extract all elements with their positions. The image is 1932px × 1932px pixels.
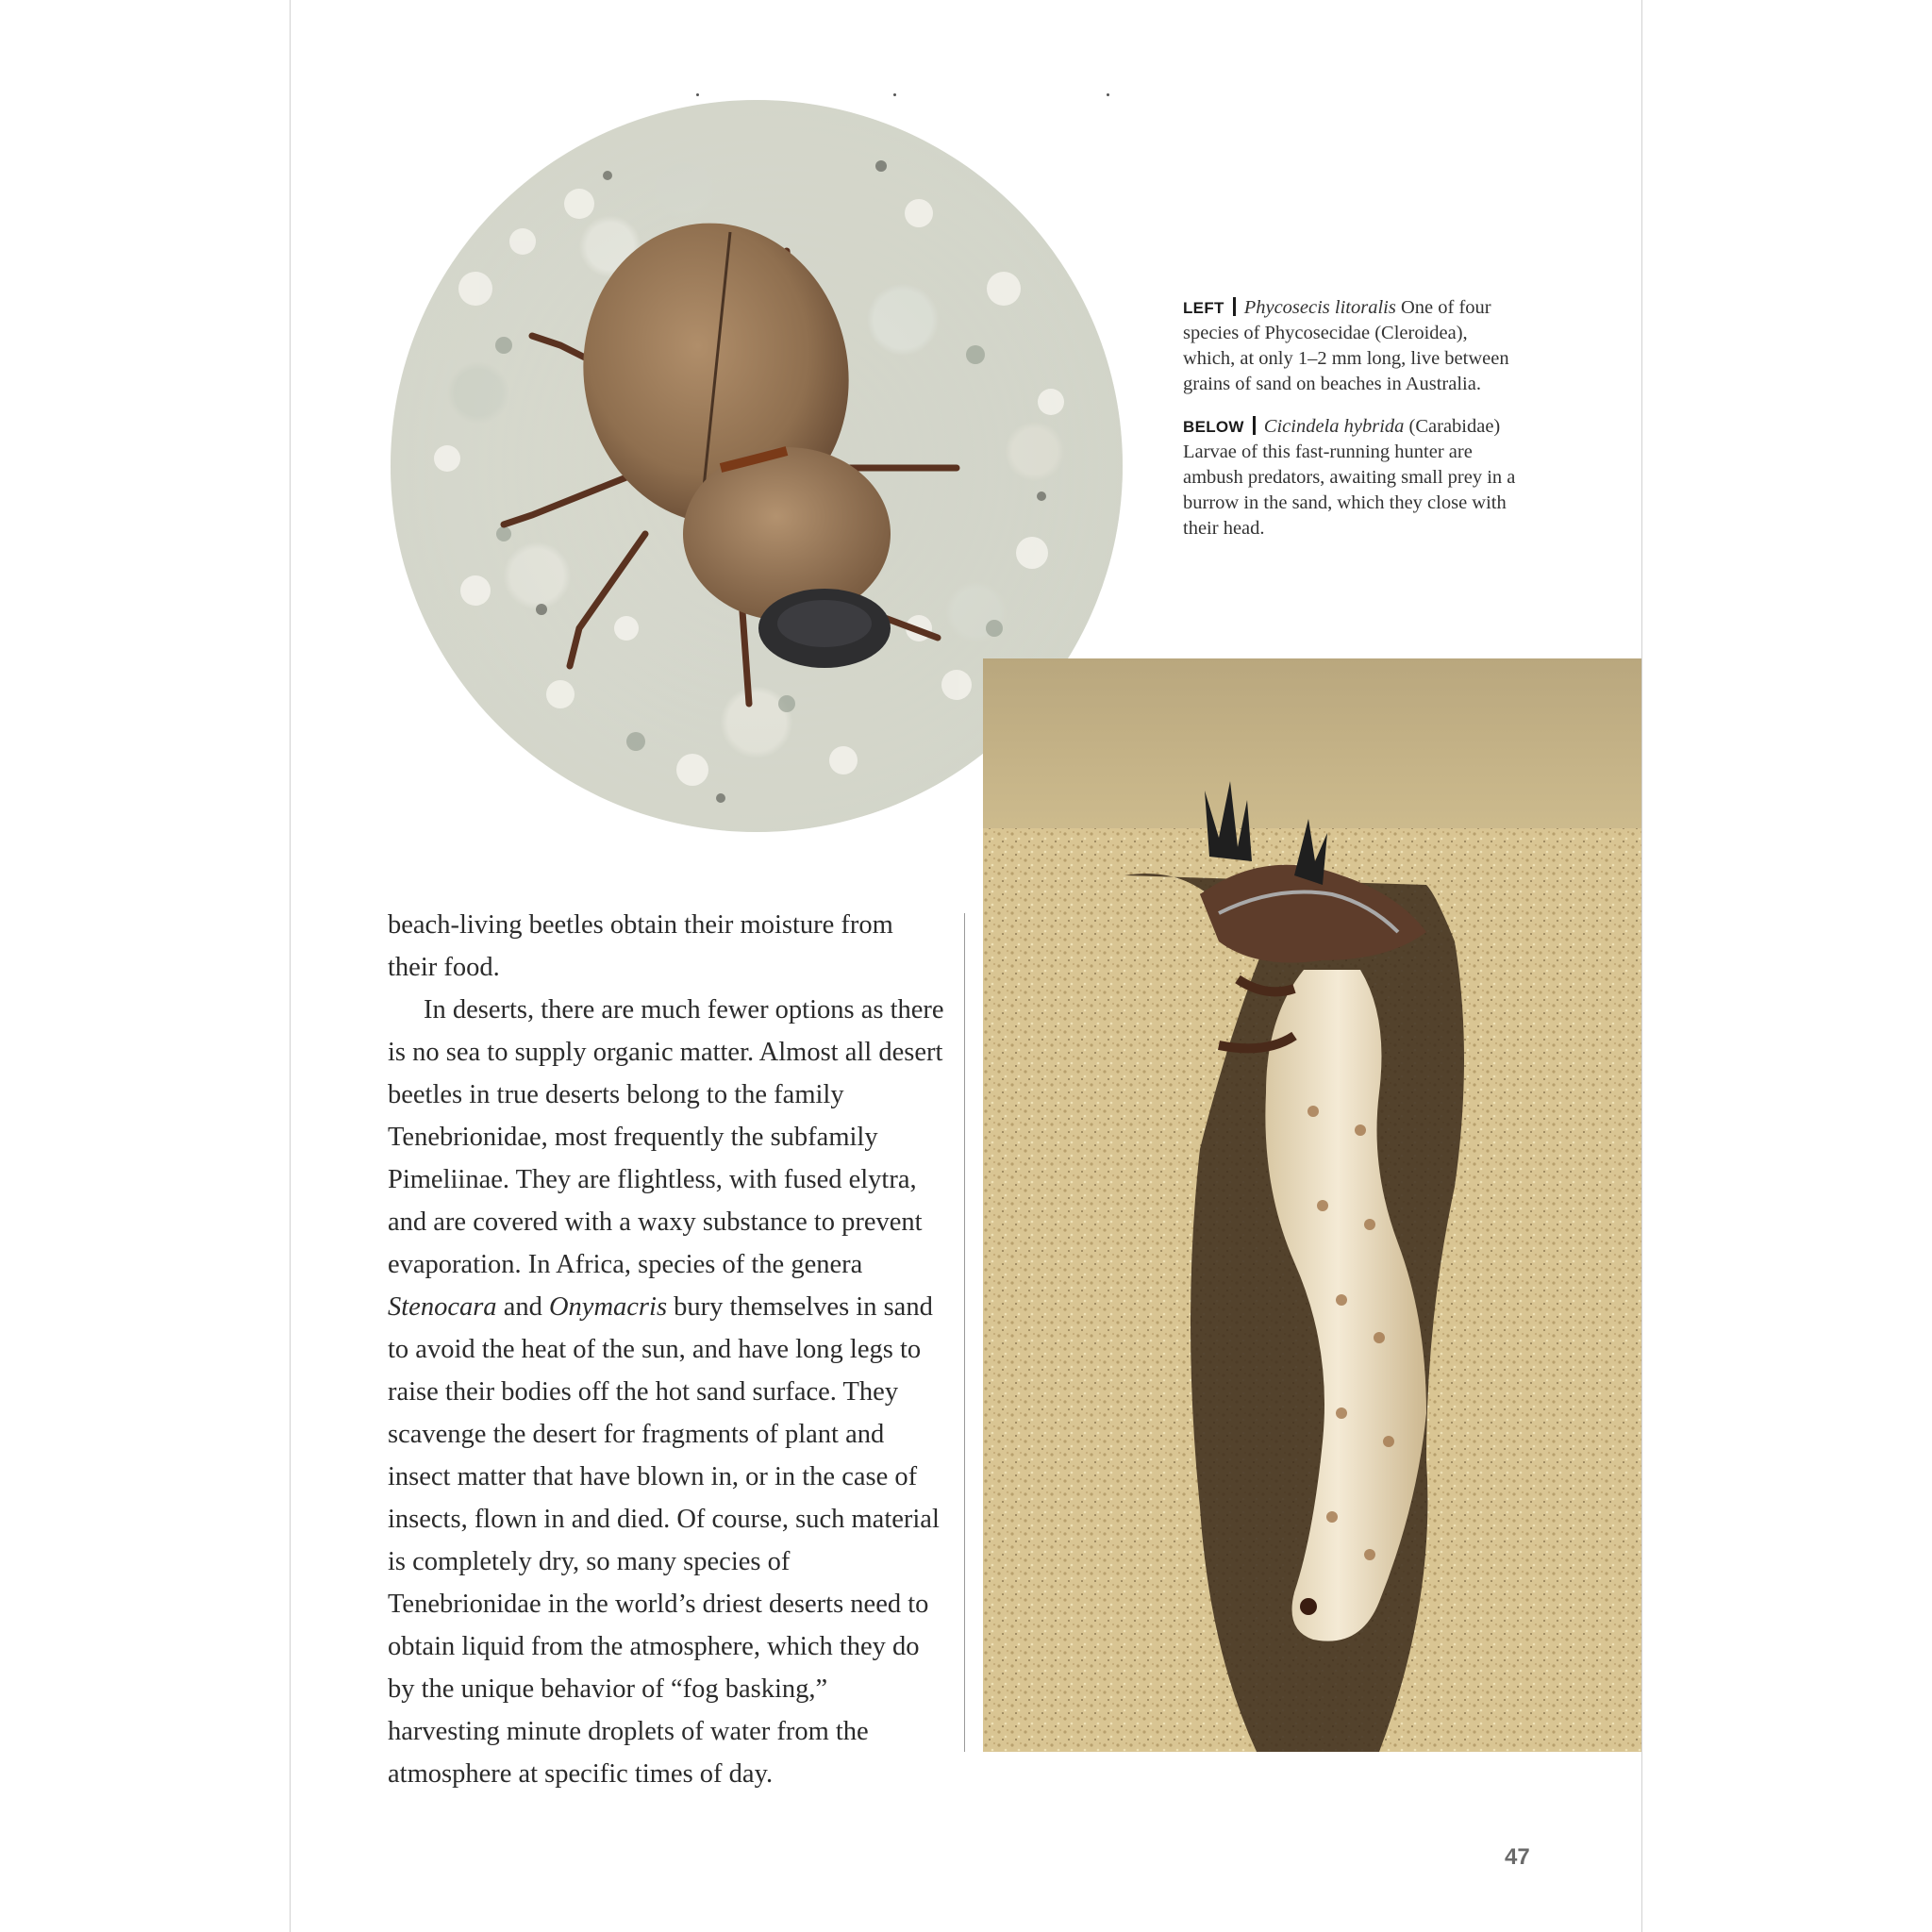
caption-divider (1253, 416, 1256, 435)
caption-below (1183, 414, 1523, 541)
caption-left (1183, 295, 1523, 397)
caption-label: LEFT (1183, 299, 1224, 317)
caption-species-name: Phycosecis litoralis (1243, 297, 1396, 318)
page-number: 47 (1505, 1844, 1530, 1870)
paragraph-text: bury themselves in sand to avoid the heat of the sun, and have long legs to raise their bodies off the hot sand surface. They scavenge the desert for fragments of plant and insect matter that have blown in, or in the case of insects, flown in and died. Of course, such material is completely dry, so many species of Tenebrionidae in the world’s driest deserts need to obtain liquid from the atmosphere, which they do by the unique behavior of “fog basking,” harvesting minute droplets of water from the atmosphere at specific times of day. (388, 1292, 940, 1789)
book-page (290, 0, 1642, 1932)
speck (893, 93, 896, 96)
larva-illustration (983, 658, 1642, 1752)
caption-divider (1233, 297, 1236, 316)
paragraph: beach-living beetles obtain their moisture from their food. (388, 910, 893, 982)
caption-text: One of four species of Phycosecidae (Cleroidea), which, at only 1–2 mm long, live between grains of sand on beaches in Australia. (1183, 297, 1509, 394)
body-text-column (388, 904, 944, 1795)
genus-name: Stenocara (388, 1292, 497, 1322)
caption-text: (Carabidae) Larvae of this fast-running hunter are ambush predators, awaiting small prey in a burrow in the sand, which they close with their head. (1183, 416, 1516, 539)
column-divider (964, 913, 965, 1752)
speck (696, 93, 699, 96)
larva-photo (983, 658, 1642, 1752)
speck (1107, 93, 1109, 96)
caption-species-name: Cicindela hybrida (1263, 416, 1405, 437)
caption-label: BELOW (1183, 418, 1244, 436)
photo-captions (1183, 295, 1523, 558)
paragraph (388, 989, 944, 1795)
paragraph-text: and (496, 1292, 549, 1322)
genus-name: Onymacris (548, 1292, 668, 1322)
paragraph-text: In deserts, there are much fewer options as there is no sea to supply organic matter. Almost all desert beetles in true deserts belong to the family Tenebrionidae, most frequently the subfamily Pimeliinae. They are flightless, with fused elytra, and are covered with a waxy substance to prevent evaporation. In Africa, species of the genera (388, 995, 944, 1279)
